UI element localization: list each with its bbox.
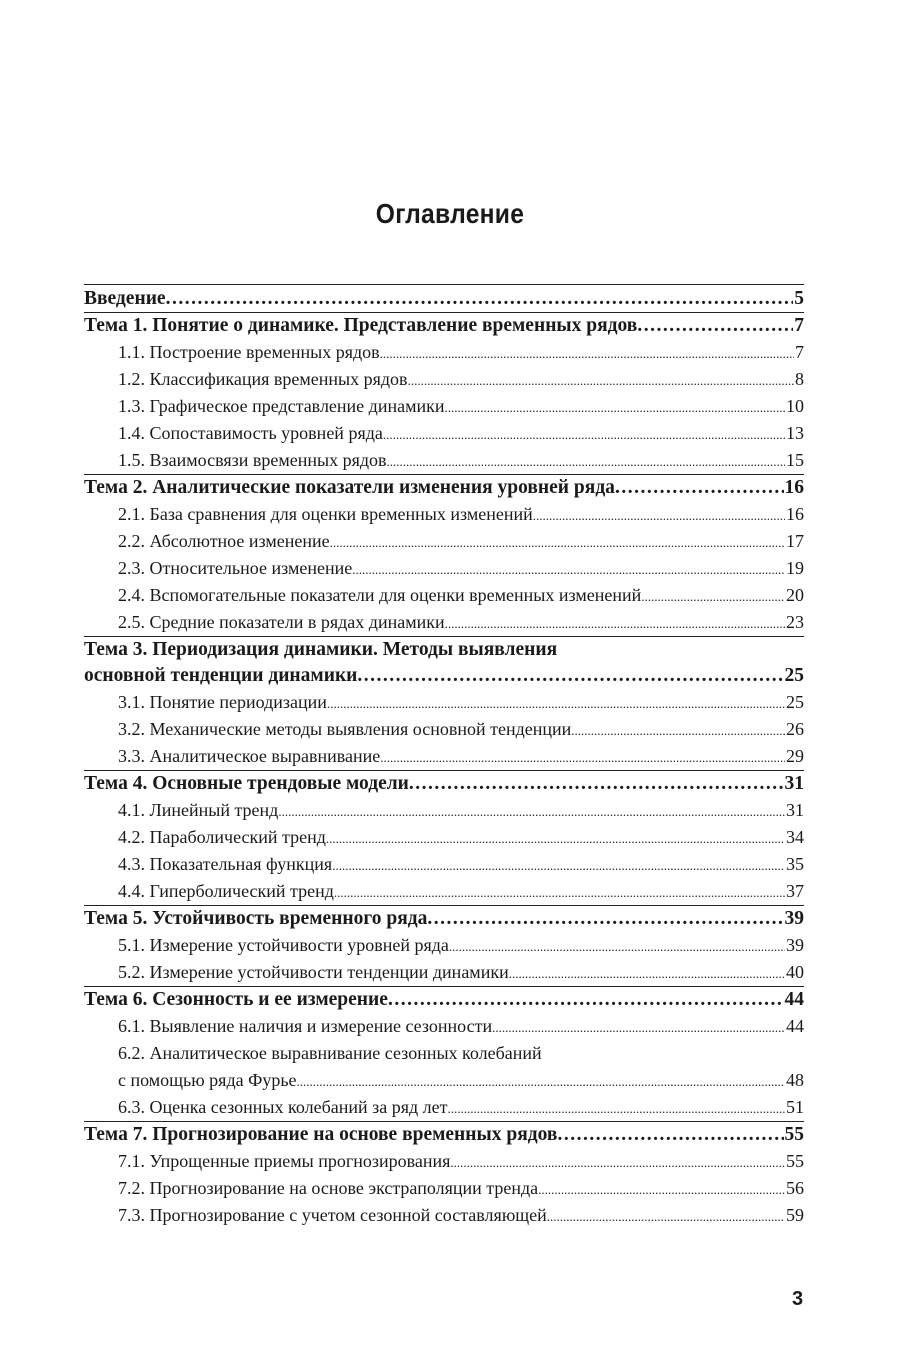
toc-entry-label: 6.3. Оценка сезонных колебаний за ряд лет — [118, 1097, 448, 1117]
toc-page-number: 15 — [786, 450, 804, 470]
toc-page-number: 35 — [786, 854, 804, 874]
toc-item-4-3[interactable] — [84, 851, 804, 878]
dot-leader — [326, 825, 785, 852]
toc-entry-label: с помощью ряда Фурье — [118, 1070, 297, 1090]
toc-item-4-2[interactable] — [84, 824, 804, 851]
dot-leader — [450, 1149, 785, 1176]
toc-page-number: 56 — [786, 1178, 804, 1198]
dot-leader — [547, 1203, 785, 1230]
toc-intro[interactable] — [84, 286, 804, 312]
toc-item-1-3[interactable] — [84, 393, 804, 420]
toc-page-number: 34 — [786, 827, 804, 847]
dot-leader — [297, 1068, 785, 1095]
toc-entry-label: Тема 4. Основные трендовые модели — [84, 773, 409, 794]
dot-leader — [387, 448, 785, 475]
toc-topic-5[interactable] — [84, 905, 804, 932]
toc-item-6-2-line2[interactable] — [84, 1067, 804, 1094]
toc-entry-label: 7.3. Прогнозирование с учетом сезонной составляющей — [118, 1205, 547, 1225]
toc-entry-label: 4.2. Параболический тренд — [118, 827, 326, 847]
toc-page-number: 25 — [784, 665, 804, 686]
toc-item-1-2[interactable] — [84, 366, 804, 393]
toc-entry-label: 3.1. Понятие периодизации — [118, 692, 327, 712]
toc-item-5-1[interactable] — [84, 932, 804, 959]
toc-topic-1[interactable] — [84, 312, 804, 339]
toc-item-2-3[interactable] — [84, 555, 804, 582]
toc-item-4-1[interactable] — [84, 797, 804, 824]
dot-leader — [352, 556, 785, 583]
toc-page-number: 44 — [784, 989, 804, 1010]
toc-page-number: 40 — [786, 962, 804, 982]
dot-leader — [615, 475, 784, 501]
toc-entry-label: 7.2. Прогнозирование на основе экстраполяции тренда — [118, 1178, 539, 1198]
dot-leader — [327, 690, 785, 717]
toc-entry-label: Тема 6. Сезонность и ее измерение — [84, 989, 388, 1010]
toc-page-number: 17 — [786, 531, 804, 551]
top-divider — [84, 284, 804, 285]
toc-entry-label: 6.1. Выявление наличия и измерение сезонности — [118, 1016, 493, 1036]
toc-item-2-1[interactable] — [84, 501, 804, 528]
page-number: 3 — [792, 1288, 804, 1310]
toc-entry-label: 5.1. Измерение устойчивости уровней ряда — [118, 935, 449, 955]
dot-leader — [334, 879, 785, 906]
toc-entry-label: 7.1. Упрощенные приемы прогнозирования — [118, 1151, 451, 1171]
dot-leader — [380, 744, 785, 771]
toc-item-1-5[interactable] — [84, 447, 804, 474]
toc-topic-7[interactable] — [84, 1121, 804, 1148]
toc-entry-label: 2.5. Средние показатели в рядах динамики — [118, 612, 445, 632]
toc-topic-4[interactable] — [84, 770, 804, 797]
dot-leader — [533, 502, 785, 529]
toc-page-number: 44 — [786, 1016, 804, 1036]
toc-page-number: 31 — [786, 800, 804, 820]
dot-leader — [330, 529, 785, 556]
dot-leader — [449, 933, 785, 960]
dot-leader — [278, 798, 785, 825]
toc-item-6-2-line1[interactable] — [84, 1040, 804, 1067]
toc-entry-label: 4.3. Показательная функция — [118, 854, 333, 874]
toc-item-3-2[interactable] — [84, 716, 804, 743]
dot-leader — [509, 960, 785, 987]
toc-page-number: 19 — [786, 558, 804, 578]
dot-leader — [332, 852, 785, 879]
toc-item-7-2[interactable] — [84, 1175, 804, 1202]
dot-leader — [447, 1095, 785, 1122]
dot-leader — [557, 1122, 783, 1148]
toc-entry-label: 3.2. Механические методы выявления основной тенденции — [118, 719, 572, 739]
dot-leader — [383, 421, 785, 448]
toc-page-number: 5 — [794, 288, 804, 309]
toc-page-number: 7 — [794, 315, 804, 336]
toc-page-number: 16 — [784, 477, 804, 498]
toc-page-number: 51 — [786, 1097, 804, 1117]
toc-entry-label: 1.1. Построение временных рядов — [118, 342, 380, 362]
toc-item-6-3[interactable] — [84, 1094, 804, 1121]
toc-page-number: 10 — [786, 396, 804, 416]
toc-entry-label: 2.1. База сравнения для оценки временных изменений — [118, 504, 533, 524]
toc-page-number: 26 — [786, 719, 804, 739]
toc-entry-label: основной тенденции динамики — [84, 665, 358, 686]
dot-leader — [427, 906, 783, 932]
toc-topic-3-line1[interactable]: Тема 3. Периодизация динамики. Методы выявления — [84, 636, 804, 663]
toc-page-number: 16 — [786, 504, 804, 524]
dot-leader — [538, 1176, 785, 1203]
toc-item-7-3[interactable] — [84, 1202, 804, 1229]
dot-leader — [166, 286, 794, 312]
toc-page-number: 29 — [786, 746, 804, 766]
toc-topic-6[interactable] — [84, 986, 804, 1013]
dot-leader — [357, 663, 783, 689]
toc-page-number: 55 — [786, 1151, 804, 1171]
toc-page-number: 48 — [786, 1070, 804, 1090]
toc-entry-label: 5.2. Измерение устойчивости тенденции динамики — [118, 962, 509, 982]
toc-page-number: 55 — [784, 1124, 804, 1145]
dot-leader — [388, 987, 784, 1013]
toc-page-number: 8 — [795, 369, 804, 389]
toc-topic-3-line2[interactable] — [84, 663, 804, 689]
toc-entry-label: 4.1. Линейный тренд — [118, 800, 279, 820]
toc-item-2-2[interactable] — [84, 528, 804, 555]
toc-page-number: 31 — [784, 773, 804, 794]
toc-entry-label: 4.4. Гиперболический тренд — [118, 881, 334, 901]
toc-item-5-2[interactable] — [84, 959, 804, 986]
toc-entry-label: 2.3. Относительное изменение — [118, 558, 353, 578]
dot-leader — [445, 394, 786, 421]
toc-topic-2[interactable] — [84, 474, 804, 501]
toc-entry-label: Тема 2. Аналитические показатели изменения уровней ряда — [84, 477, 615, 498]
toc-entry-label: Введение — [84, 288, 166, 309]
toc-page-number: 23 — [786, 612, 804, 632]
toc-item-1-4[interactable] — [84, 420, 804, 447]
dot-leader — [380, 340, 794, 367]
dot-leader — [445, 610, 785, 637]
dot-leader — [492, 1014, 785, 1041]
toc-entry-label: 3.3. Аналитическое выравнивание — [118, 746, 381, 766]
dot-leader — [641, 583, 785, 610]
toc-page-number: 13 — [786, 423, 804, 443]
toc-page-number: 25 — [786, 692, 804, 712]
toc-page-number: 59 — [786, 1205, 804, 1225]
toc-entry-label: 2.4. Вспомогательные показатели для оценки временных изменений — [118, 585, 642, 605]
dot-leader — [409, 771, 784, 797]
toc-page-number: 7 — [795, 342, 804, 362]
toc-entry-label: Тема 7. Прогнозирование на основе временных рядов — [84, 1124, 558, 1145]
dot-leader — [571, 717, 785, 744]
dot-leader — [637, 313, 793, 339]
toc-item-2-4[interactable] — [84, 582, 804, 609]
table-of-contents — [84, 286, 804, 1229]
toc-entry-label: 1.5. Взаимосвязи временных рядов — [118, 450, 387, 470]
toc-entry-label: 1.2. Классификация временных рядов — [118, 369, 408, 389]
toc-item-3-3[interactable] — [84, 743, 804, 770]
toc-item-1-1[interactable] — [84, 339, 804, 366]
toc-entry-label: Тема 5. Устойчивость временного ряда — [84, 908, 428, 929]
toc-item-6-1[interactable] — [84, 1013, 804, 1040]
toc-page-number: 39 — [786, 935, 804, 955]
toc-entry-label: 6.2. Аналитическое выравнивание сезонных колебаний — [118, 1043, 542, 1063]
toc-entry-label: Тема 1. Понятие о динамике. Представление временных рядов — [84, 315, 638, 336]
dot-leader — [408, 367, 794, 394]
toc-entry-label: 1.4. Сопоставимость уровней ряда — [118, 423, 383, 443]
toc-page-number: 20 — [786, 585, 804, 605]
toc-item-3-1[interactable] — [84, 689, 804, 716]
toc-item-7-1[interactable] — [84, 1148, 804, 1175]
toc-item-4-4[interactable] — [84, 878, 804, 905]
toc-item-2-5[interactable] — [84, 609, 804, 636]
toc-entry-label: 2.2. Абсолютное изменение — [118, 531, 330, 551]
toc-page-number: 39 — [784, 908, 804, 929]
page-title: Оглавление — [375, 198, 525, 229]
toc-page-number: 37 — [786, 881, 804, 901]
toc-entry-label: 1.3. Графическое представление динамики — [118, 396, 445, 416]
